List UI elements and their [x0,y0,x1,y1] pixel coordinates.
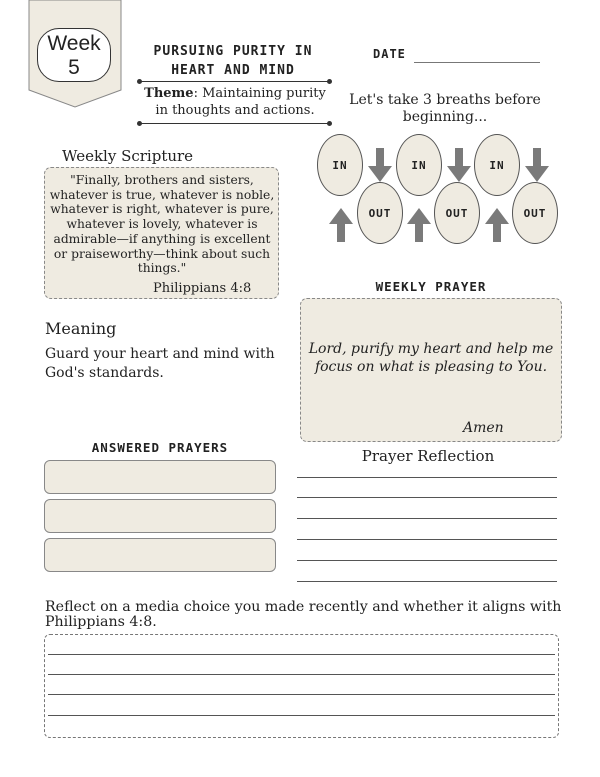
arrow-up-icon [407,208,431,242]
date-field[interactable] [414,62,540,63]
answered-prayer-field[interactable] [44,499,276,533]
week-badge [37,28,111,82]
breath-out-oval [512,182,558,244]
reflection-line[interactable] [297,539,557,540]
scripture-reference: Philippians 4:8 [153,281,252,296]
arrow-down-icon [368,148,392,182]
arrow-down-icon [525,148,549,182]
week-number: 5 [68,56,80,79]
media-line[interactable] [48,654,555,655]
answered-prayer-field[interactable] [44,538,276,572]
media-reflection-box[interactable] [44,634,559,738]
title-divider [140,81,330,82]
divider-dot [327,79,332,84]
breath-out-label: OUT [368,206,392,220]
reflection-heading: Prayer Reflection [361,447,495,465]
answered-prayer-field[interactable] [44,460,276,494]
date-label: DATE [373,47,406,61]
answered-prayers-heading: ANSWERED PRAYERS [91,440,229,455]
breath-in-label: IN [411,158,427,172]
theme-divider [140,123,330,124]
meaning-text: Guard your heart and mind with God's standards. [45,346,275,381]
breath-out-label: OUT [445,206,469,220]
reflection-line[interactable] [297,497,557,498]
media-prompt: Reflect on a media choice you made recently and whether it aligns with Philippians 4:8. [45,599,562,630]
divider-dot [137,79,142,84]
media-line[interactable] [48,694,555,695]
page-title [140,42,326,80]
divider-dot [137,121,142,126]
breath-out-oval [357,182,403,244]
scripture-heading: Weekly Scripture [62,147,194,165]
breath-in-oval [396,134,442,196]
title-line-1: PURSUING PURITY IN [153,44,313,59]
divider-dot [327,121,332,126]
reflection-line[interactable] [297,477,557,478]
breath-in-oval [317,134,363,196]
prayer-closing: Amen [463,420,504,436]
prayer-heading: WEEKLY PRAYER [375,279,487,294]
breath-in-label: IN [489,158,505,172]
arrow-up-icon [485,208,509,242]
media-line[interactable] [48,715,555,716]
breaths-heading: Let's take 3 breaths before beginning... [349,92,541,125]
theme [140,85,330,119]
reflection-line[interactable] [297,560,557,561]
breath-in-oval [474,134,520,196]
arrow-up-icon [329,208,353,242]
arrow-down-icon [447,148,471,182]
theme-text: : Maintaining purity in thoughts and actions. [155,86,326,118]
breath-in-label: IN [332,158,348,172]
week-label: Week [47,32,101,55]
title-line-2: HEART AND MIND [171,63,295,78]
scripture-text: "Finally, brothers and sisters, whatever is true, whatever is noble, whatever is right, whatever is pure, whatever is lovely, whatever is admirable—if anything is excellent or praiseworthy—think about such things." [49,173,275,276]
breath-out-oval [434,182,480,244]
reflection-line[interactable] [297,581,557,582]
theme-label: Theme [144,86,194,101]
media-line[interactable] [48,674,555,675]
prayer-text: Lord, purify my heart and help me focus on what is pleasing to You. [308,341,554,375]
meaning-heading: Meaning [45,319,117,338]
reflection-line[interactable] [297,518,557,519]
breath-out-label: OUT [523,206,547,220]
